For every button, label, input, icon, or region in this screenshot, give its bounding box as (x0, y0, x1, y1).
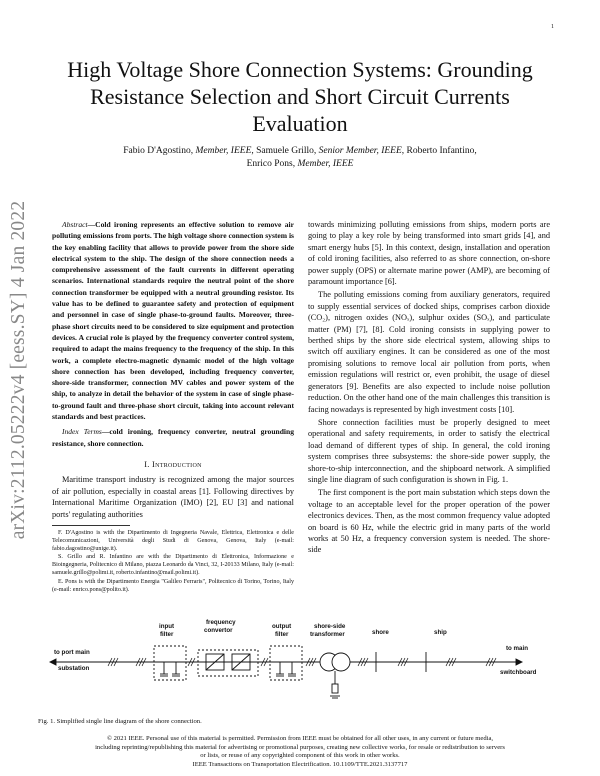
fig-label: filter (275, 631, 289, 638)
fig-label: ship (434, 629, 447, 636)
body-paragraph: Shore connection facilities must be properly designed to meet operational and safety requirements, in order to satisfy the electrical load demand of different types of ship. In general, the cold ironing system comprises three subsystems: the shore-side power supply, the shore-to-ship interconnection, and the shipboard network. A simplified single line diagram of such configuration is shown in Fig. 1. (308, 417, 550, 484)
arrow-right-icon (516, 659, 522, 665)
body-paragraph: towards minimizing polluting emissions from ships, modern ports are going to play a key role by being transformed into smart grids [4], and smart energy hubs [5]. In this context, design, installation and operation of cold ironing facilities, also referred to as shore connection, on-shore power supply (OPS) or alternate marine power (AMP), are becoming of paramount importance [6]. (308, 220, 550, 287)
input-filter-box (154, 646, 186, 680)
body-paragraph: Maritime transport industry is recognized among the major sources of air pollution, especially in coastal areas [1]. Following directives by International Maritime Organization (IMO) [2], EU [3] and national ports' regulating authorities (52, 475, 294, 519)
fig-label: to main (506, 645, 529, 652)
index-terms (52, 426, 294, 449)
footnote: S. Grillo and R. Infantino are with the Dipartimento di Elettronica, Informazione e Bioingegneria, Politecnico di Milano, piazza Leonardo da Vinci, 32, I-20133 Milano, Italy (e-mail: samuele.grillo@polimi.it, roberto.infantino@mail.polimi.it). (52, 554, 294, 577)
copyright-notice (40, 735, 560, 769)
fig-label: transformer (310, 631, 345, 638)
arxiv-stamp (4, 170, 34, 570)
arrow-left-icon (50, 659, 56, 665)
author-membership: Member, IEEE (297, 159, 354, 169)
footnote-rule (52, 525, 130, 526)
copyright-line: IEEE Transactions on Transportation Electrification. 10.1109/TTE.2021.3137717 (192, 760, 408, 768)
abstract-label: Abstract (62, 220, 88, 229)
copyright-line: or lists, or reuse of any copyrighted component of this work in other works. (200, 752, 400, 760)
fig-label: convertor (204, 627, 233, 634)
fig-label: substation (58, 665, 90, 672)
transformer-winding-2 (332, 653, 350, 671)
fig-label: shore-side (314, 623, 346, 630)
grounding-resistor (332, 684, 338, 693)
index-terms-label: Index Terms (62, 427, 102, 437)
footnote: F. D'Agostino is with the Dipartimento di Ingegneria Navale, Elettrica, Elettronica e delle Telecomunicazioni, Università degli Studi di Genova, Genova, Italy (e-mail: fabio.dagostino@unige.it). (52, 529, 294, 553)
body-paragraph: The polluting emissions coming from auxiliary generators, required to supply essential services of docked ships, comprises carbon dioxide (CO₂), nitrogen oxides (NOₓ), sulphur oxides (SOₓ), and particulate matter (PM) [7], [8]. Cold ironing consists in supplying power to berthed ships by the shore side electrical system, allowing ships to switch off auxiliary engines. It can be considered as one of the most promising solutions to remove local air pollution from ports, when emission regulations will restrict or, even prohibit, the usage of diesel generators [9]. Benefits are also expected to include noise pollution reduction. On the other hand one of the main challenges this transition is facing nowadays is represented by high investment costs [10]. (308, 290, 550, 414)
author-membership: Member, IEEE (195, 146, 252, 156)
author-list (90, 145, 510, 171)
output-filter-box (270, 646, 302, 680)
section-heading: I. Introduction (144, 459, 202, 469)
abstract-text: —Cold ironing represents an effective solution to remove air polluting emissions from ports. The high voltage shore connection system is the key enabling facility that allows to provide power from the shore side electrical system to the ship. The design of the shore connection needs a comprehensive assessment of the fault currents in different operating scenarios. International standards require the neutral point of the shore connection transformer be equipped with a neutral grounding resistor. Its value has to be defined to guarantee safety and protection of equipment and personnel in case of single phase-to-ground faults. Moreover, three-phase short circuits need to be considered to size equipment and protection devices. A crucial role is played by the frequency converter control system, required to adapt the mains frequency to the frequency of the ship. In this work, a complete electro-magnetic dynamic model of the high voltage shore connection has been developed, including frequency converter, shore-side transformer, connection MV cables and power system of the ship, to analyze in detail the behavior of the system in case of single phase-to-ground fault and three-phase short circuit, taking into account relevant standards and best practices. (52, 220, 294, 422)
author-name: Enrico Pons, (246, 159, 298, 169)
fig-label: shore (372, 629, 389, 636)
fig-label: switchboard (500, 669, 537, 676)
arxiv-id: arXiv:2112.05222v4 [eess.SY] 4 Jan 2022 (8, 200, 29, 540)
right-column (308, 219, 550, 556)
copyright-line: including reprinting/republishing this material for advertising or promotional purposes, creating new collective works, for resale or redistribution to servers (95, 743, 505, 751)
author-membership: Senior Member, IEEE (318, 146, 402, 156)
author-name: , Roberto Infantino, (401, 146, 477, 156)
page-number: 1 (551, 24, 554, 30)
index-terms-text: —cold ironing, frequency converter, neutral grounding resistance, shore connection. (52, 427, 294, 448)
author-name: , Samuele Grillo, (251, 146, 319, 156)
author-name: Fabio D'Agostino, (123, 146, 196, 156)
fig-label: to port main (54, 649, 90, 656)
fig-label: input (159, 623, 175, 630)
figure-caption: Fig. 1. Simplified single line diagram of the shore connection. (38, 718, 202, 725)
paper-title: High Voltage Shore Connection Systems: Grounding Resistance Selection and Short Circuit Currents Evaluation (67, 57, 533, 136)
left-column (52, 219, 294, 594)
fig-label: output (272, 623, 292, 630)
copyright-line: © 2021 IEEE. Personal use of this material is permitted. Permission from IEEE must be obtained for all other uses, in any current or future media, (106, 735, 494, 742)
footnote: E. Pons is with the Dipartimento Energia "Galileo Ferraris", Politecnico di Torino, Torino, Italy (e-mail: enrico.pons@polito.it). (52, 578, 294, 593)
fig-label: frequency (206, 619, 236, 626)
single-line-diagram (36, 612, 564, 712)
body-paragraph: The first component is the port main substation which steps down the voltage to an acceptable level for the proper operation of the power electronics devices. Then, as the most common frequency value adopted on board is 60 Hz, while the electric grid in many parts of the world works at 50 Hz, a frequency conversion system is needed. The shore-side (308, 488, 550, 555)
abstract (52, 219, 294, 422)
fig-label: filter (160, 631, 174, 638)
